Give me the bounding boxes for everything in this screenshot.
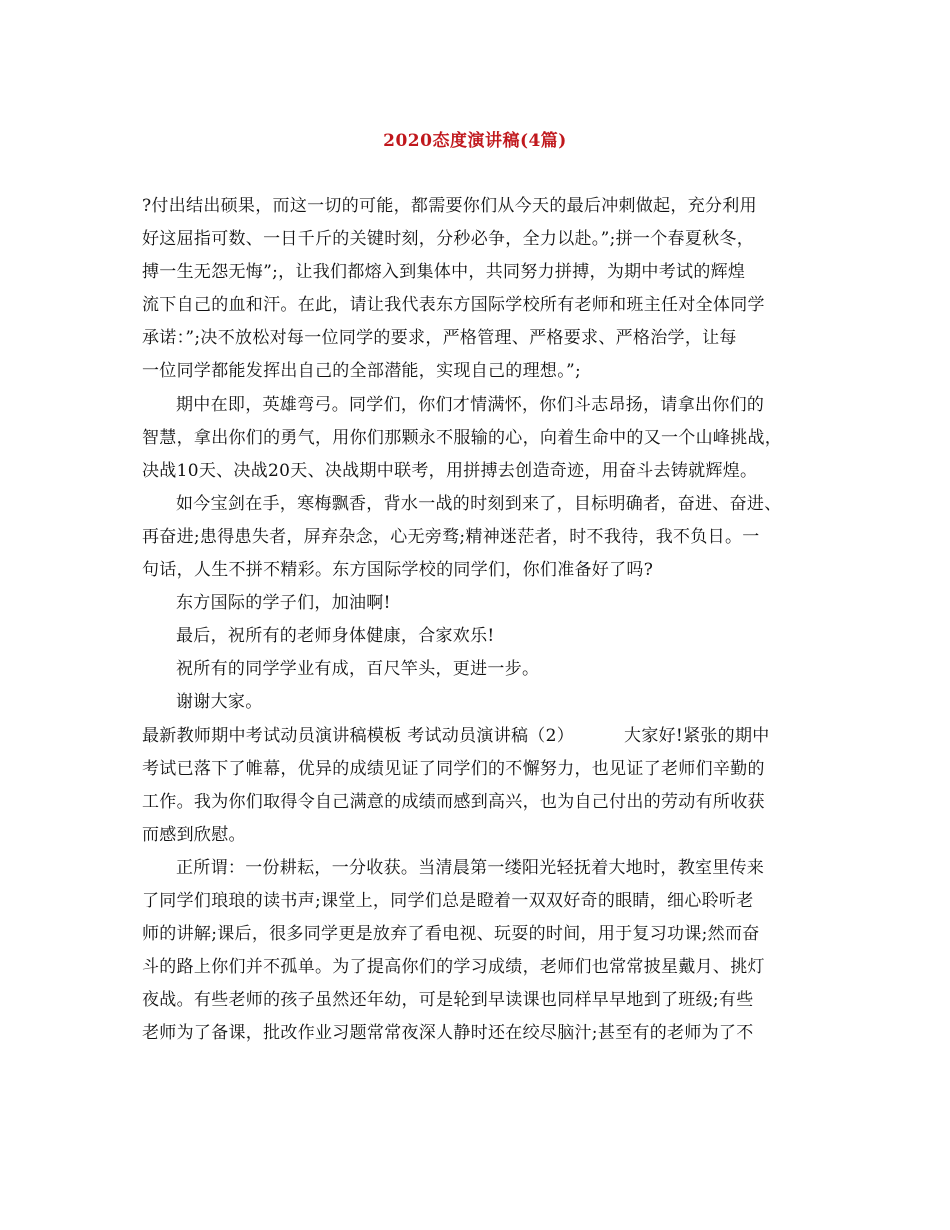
text-line: 一位同学都能发挥出自己的全部潜能，实现自己的理想。”; <box>142 361 582 382</box>
text-line: 再奋进;患得患失者，屏弃杂念，心无旁骛;精神迷茫者，时不我待，我不负日。一 <box>142 526 760 547</box>
text-line: 夜战。有些老师的孩子虽然还年幼，可是轮到早读课也同样早早地到了班级;有些 <box>142 990 754 1011</box>
text-line: 祝所有的同学学业有成，百尺竿头，更进一步。 <box>176 659 540 680</box>
text-line: 而感到欣慰。 <box>142 824 246 845</box>
text-line: 了同学们琅琅的读书声;课堂上，同学们总是瞪着一双双好奇的眼睛，细心聆听老 <box>142 890 754 911</box>
text-line: 斗的路上你们并不孤单。为了提高你们的学习成绩，老师们也常常披星戴月、挑灯 <box>142 957 765 978</box>
document-body <box>142 190 822 1050</box>
text-line: ?付出结出硕果，而这一切的可能，都需要你们从今天的最后冲刺做起，充分利用 <box>142 196 757 216</box>
text-line: 智慧，拿出你们的勇气，用你们那颗永不服输的心，向着生命中的又一个山峰挑战， <box>142 427 783 448</box>
section-heading: 最新教师期中考试动员演讲稿模板 考试动员演讲稿（2） <box>142 725 575 746</box>
text-line: 决战10天、决战20天、决战期中联考，用拼搏去创造奇迹，用奋斗去铸就辉煌。 <box>142 460 758 481</box>
text-line: 如今宝剑在手，寒梅飘香，背水一战的时刻到来了，目标明确者，奋进、奋进、 <box>176 493 782 514</box>
text-line: 承诺：”;决不放松对每一位同学的要求，严格管理、严格要求、严格治学，让每 <box>142 328 737 349</box>
text-line: 句话，人生不拼不精彩。东方国际学校的同学们，你们准备好了吗? <box>142 560 654 581</box>
text-line: 最后，祝所有的老师身体健康，合家欢乐! <box>176 626 495 647</box>
document-title: 2020态度演讲稿(4篇) <box>383 131 567 151</box>
text-line: 考试已落下了帷幕，优异的成绩见证了同学们的不懈努力，也见证了老师们辛勤的 <box>142 758 765 779</box>
text-line: 师的讲解;课后，很多同学更是放弃了看电视、玩耍的时间，用于复习功课;然而奋 <box>142 924 760 945</box>
text-line: 好这屈指可数、一日千斤的关键时刻，分秒必争，全力以赴。”;拼一个春夏秋冬， <box>142 229 755 250</box>
section-heading-line <box>142 720 822 753</box>
text-line: 工作。我为你们取得令自己满意的成绩而感到高兴，也为自己付出的劳动有所收获 <box>142 791 765 812</box>
text-line: 谢谢大家。 <box>176 692 263 713</box>
text-line: 老师为了备课，批改作业习题常常夜深人静时还在绞尽脑汁;甚至有的老师为了不 <box>142 1023 754 1044</box>
text-line: 期中在即，英雄弯弓。同学们，你们才情满怀，你们斗志昂扬，请拿出你们的 <box>176 394 765 415</box>
text-line: 搏一生无怨无悔”;，让我们都熔入到集体中，共同努力拼搏，为期中考试的辉煌 <box>142 262 746 283</box>
text-line: 正所谓：一份耕耘，一分收获。当清晨第一缕阳光轻抚着大地时，教室里传来 <box>176 857 765 878</box>
text-line: 东方国际的学子们，加油啊! <box>176 593 391 614</box>
text-line: 流下自己的血和汗。在此，请让我代表东方国际学校所有老师和班主任对全体同学 <box>142 295 765 316</box>
text-line: 大家好!紧张的期中 <box>624 725 770 746</box>
